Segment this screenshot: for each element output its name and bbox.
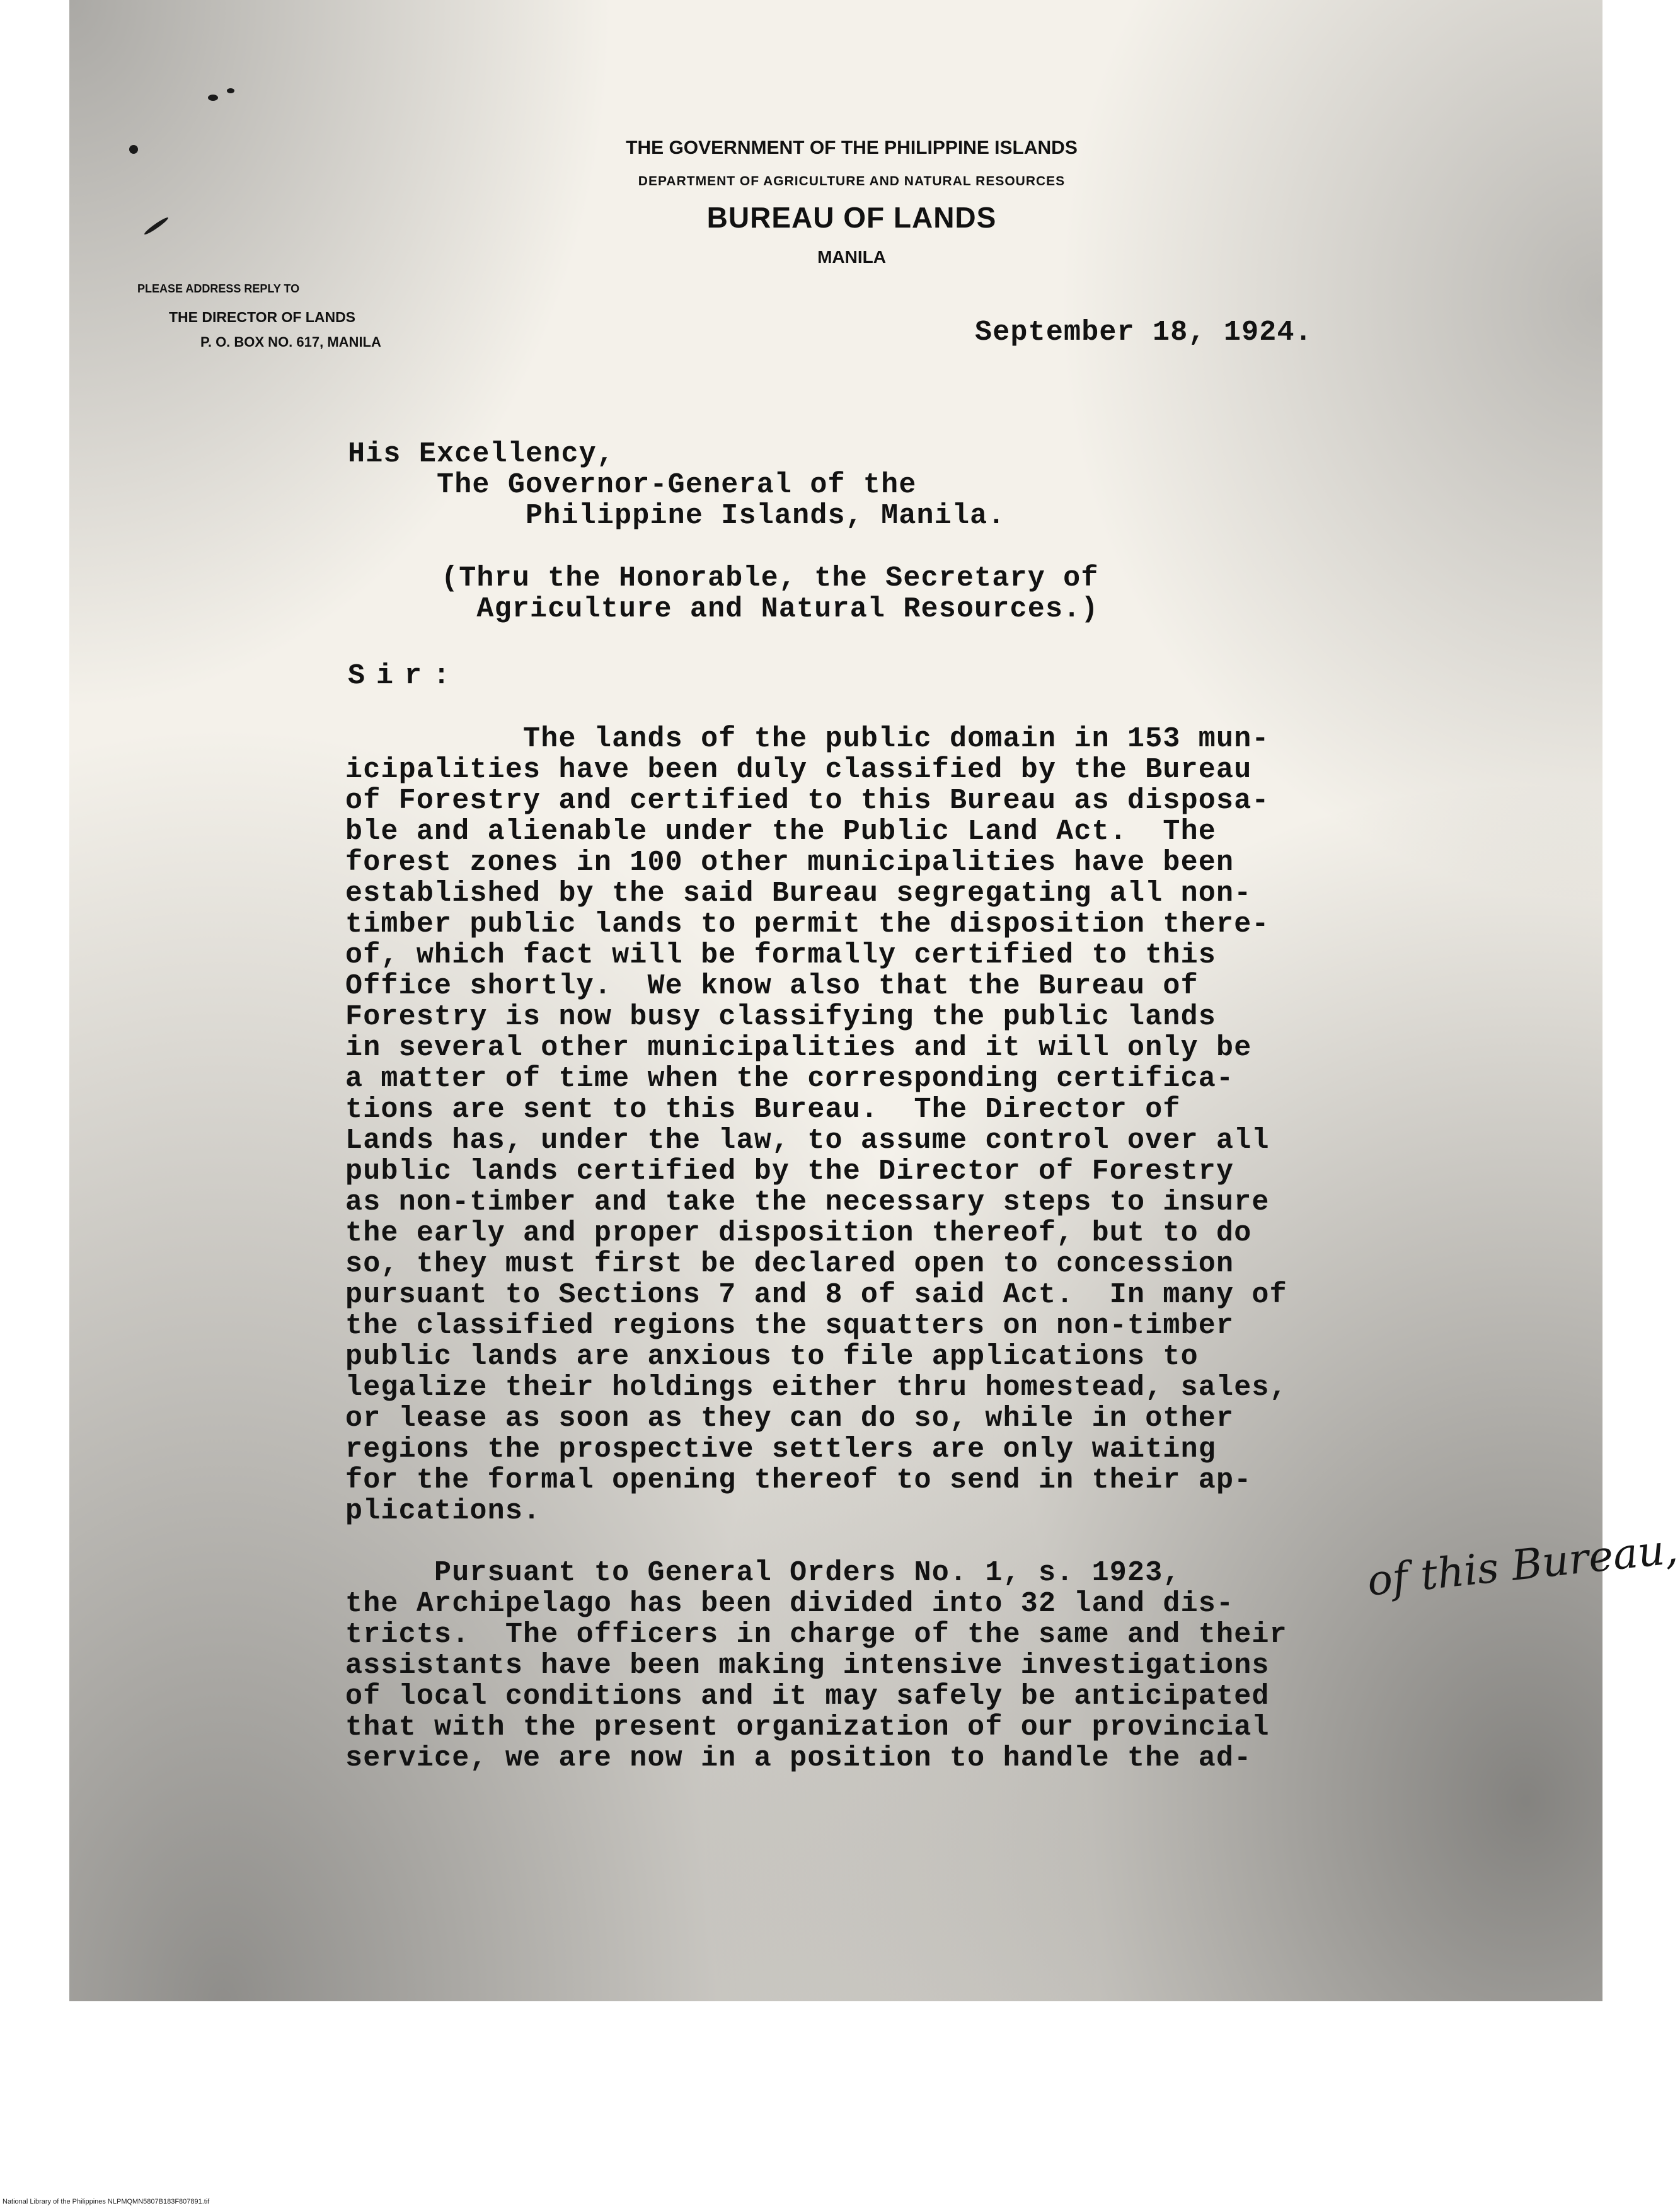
body-line: regions the prospective settlers are only waiting <box>345 1433 1217 1465</box>
body-line: timber public lands to permit the disposition there- <box>345 908 1270 940</box>
reply-address-line: THE DIRECTOR OF LANDS <box>169 309 356 325</box>
body-line: that with the present organization of our provincial <box>345 1711 1270 1743</box>
body-line: Forestry is now busy classifying the public lands <box>345 1001 1217 1033</box>
letterhead-department: DEPARTMENT OF AGRICULTURE AND NATURAL RESOURCES <box>638 174 1066 188</box>
body-line: the early and proper disposition thereof, but to do <box>345 1217 1252 1249</box>
body-line <box>345 1527 1287 1558</box>
body-line: forest zones in 100 other municipalities have been <box>345 847 1234 879</box>
body-line: Pursuant to General Orders No. 1, s. 1923, <box>345 1557 1181 1589</box>
via-line: (Thru the Honorable, the Secretary of <box>441 562 1099 594</box>
body-line: service, we are now in a position to handle the ad- <box>345 1742 1252 1774</box>
body-line: a matter of time when the corresponding certifica- <box>345 1063 1234 1095</box>
body-line: plications. <box>345 1495 541 1527</box>
body-line: icipalities have been duly classified by the Bureau <box>345 754 1252 786</box>
recipient-line: His Excellency, <box>348 438 615 470</box>
body-line: The lands of the public domain in 153 mun- <box>345 723 1270 755</box>
body-line: of, which fact will be formally certified to this <box>345 939 1217 971</box>
salutation: Sir: <box>348 660 462 692</box>
recipient-line: Philippine Islands, Manila. <box>348 500 1006 532</box>
body-line: so, they must first be declared open to concession <box>345 1248 1234 1280</box>
body-line: the classified regions the squatters on non-timber <box>345 1310 1234 1342</box>
recipient-block <box>348 439 1006 531</box>
letter-body <box>345 724 1287 1774</box>
body-line: Office shortly. We know also that the Bureau of <box>345 970 1199 1002</box>
recipient-line: The Governor-General of the <box>348 469 917 501</box>
body-line: assistants have been making intensive investigations <box>345 1650 1270 1682</box>
letterhead-bureau: BUREAU OF LANDS <box>706 201 997 234</box>
body-line: of local conditions and it may safely be anticipated <box>345 1680 1270 1713</box>
body-line: in several other municipalities and it will only be <box>345 1032 1252 1064</box>
body-line: as non-timber and take the necessary steps to insure <box>345 1186 1270 1218</box>
reply-address-line: P. O. BOX NO. 617, MANILA <box>200 334 381 350</box>
scan-source-footer: National Library of the Philippines NLPMQMN5807B183F807891.tif <box>3 2198 210 2205</box>
body-line: ble and alienable under the Public Land Act. The <box>345 816 1217 848</box>
letterhead-government: THE GOVERNMENT OF THE PHILIPPINE ISLANDS <box>626 137 1078 158</box>
ink-speck <box>208 95 218 101</box>
ink-speck <box>227 88 234 93</box>
via-block <box>441 563 1099 625</box>
body-line: established by the said Bureau segregating all non- <box>345 877 1252 910</box>
body-line: legalize their holdings either thru homestead, sales, <box>345 1372 1287 1404</box>
body-line: for the formal opening thereof to send in their ap- <box>345 1464 1252 1496</box>
body-line: tions are sent to this Bureau. The Director of <box>345 1094 1181 1126</box>
body-line: the Archipelago has been divided into 32 land dis- <box>345 1588 1234 1620</box>
body-line: or lease as soon as they can do so, while in other <box>345 1402 1234 1435</box>
scan-margin <box>0 2001 1602 2208</box>
via-line: Agriculture and Natural Resources.) <box>441 593 1099 625</box>
body-line: pursuant to Sections 7 and 8 of said Act. In many of <box>345 1279 1287 1311</box>
letter-date: September 18, 1924. <box>975 316 1313 349</box>
body-line: of Forestry and certified to this Bureau as disposa- <box>345 785 1270 817</box>
letterhead-city: MANILA <box>817 247 886 267</box>
body-line: tricts. The officers in charge of the same and their <box>345 1619 1287 1651</box>
handwritten-annotation: of this Bureau, <box>1364 1524 1680 1605</box>
body-line: Lands has, under the law, to assume control over all <box>345 1124 1270 1157</box>
body-line: public lands certified by the Director of Forestry <box>345 1155 1234 1188</box>
reply-address-line: PLEASE ADDRESS REPLY TO <box>137 282 300 295</box>
body-line: public lands are anxious to file applications to <box>345 1341 1199 1373</box>
